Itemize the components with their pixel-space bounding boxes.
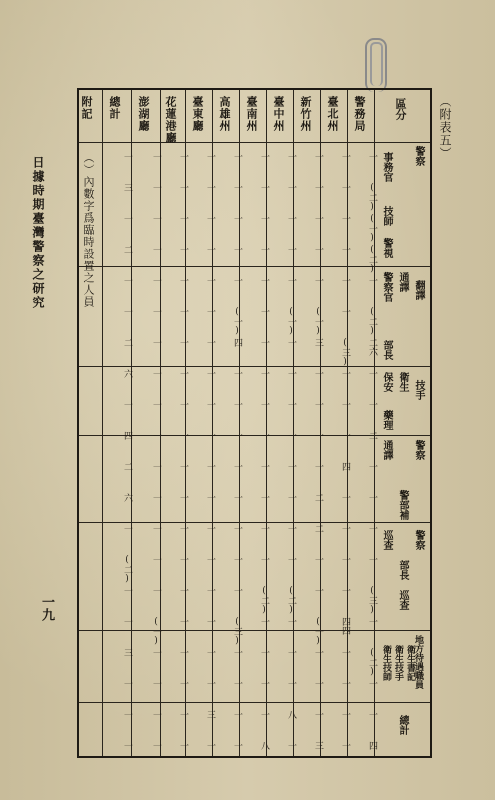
table-cell: 二 [367,431,377,440]
table-cell: (二) [259,586,269,615]
table-cell: 一 [286,276,296,285]
table-cell: 一 [178,741,188,750]
table-footnote: （）內數字爲臨時設置之人員 [82,152,95,308]
table-cell: 一 [122,617,132,626]
table-cell: 一 [367,400,377,409]
table-cell: 一 [286,493,296,502]
table-cell: 一 [122,586,132,595]
table-cell: 一 [259,555,269,564]
table-cell: (一) [232,307,242,336]
table-cell: 四 [367,741,377,750]
table-cell: (三) [340,338,350,367]
sub-label: 巡查 [381,530,392,550]
table-cell: 二 [122,245,132,254]
group-separator [79,522,430,523]
sub-label: 事務官 [381,152,392,182]
table-cell: 一 [259,245,269,254]
table-cell: 一 [151,152,161,161]
table-cell: 一 [205,431,215,440]
statistics-table [77,88,432,758]
table-cell: 一 [232,462,242,471]
table-cell: 一 [286,741,296,750]
table-cell: 一 [122,307,132,316]
sub-label: 藥理 [381,410,392,430]
table-cell: 一 [367,152,377,161]
table-cell: 一 [205,338,215,347]
table-cell: 二 [122,462,132,471]
table-cell: (一) [286,307,296,336]
group-label-3: 技手 [413,380,424,400]
table-cell: 一 [151,214,161,223]
table-cell: 一 [178,617,188,626]
table-cell: 一 [205,214,215,223]
table-cell: 一 [259,524,269,533]
table-caption: （附表五） [438,95,452,160]
table-cell: 一 [178,214,188,223]
table-cell: 四四 [340,617,350,635]
col-divider [102,90,103,756]
table-cell: 一 [340,679,350,688]
table-cell: 一 [259,431,269,440]
table-cell: 一 [367,555,377,564]
table-cell: 一 [151,338,161,347]
group-label-4: 警察 [413,440,424,460]
table-cell: 六 [122,493,132,502]
table-cell: 一 [178,245,188,254]
table-cell: 一 [313,431,323,440]
table-cell: 一 [340,369,350,378]
table-cell: 一 [122,276,132,285]
table-cell: (一) [151,617,161,646]
table-cell: 一 [178,679,188,688]
sub-label: 巡查 [397,590,408,610]
row-label-taitung: 臺東廳 [191,96,204,132]
table-cell: (一) [367,214,377,243]
table-cell: 一 [340,214,350,223]
row-label-taipei: 臺北州 [326,96,339,132]
table-cell: 一 [178,338,188,347]
table-cell: 一 [340,276,350,285]
table-cell: 四 [232,338,242,347]
row-label-note: 附記 [80,96,93,120]
table-cell: 一 [232,586,242,595]
table-cell: 一 [151,400,161,409]
table-cell: 一 [313,214,323,223]
table-cell: 四 [340,462,350,471]
table-cell: 二 [313,524,323,533]
table-cell: 一 [259,710,269,719]
table-cell: 一 [340,586,350,595]
table-cell: 一 [367,679,377,688]
table-cell: (一) [313,617,323,646]
table-cell: 三 [313,741,323,750]
table-cell: 一 [151,648,161,657]
sub-label: 衛生 [397,372,408,392]
table-cell: 一 [259,307,269,316]
table-cell: 一 [205,183,215,192]
table-cell: 一 [259,214,269,223]
table-cell: 一 [313,152,323,161]
table-cell: 一 [286,462,296,471]
table-cell: (一) [313,307,323,336]
table-cell: 一 [259,152,269,161]
row-label-penghu: 澎湖廳 [137,96,150,132]
group-label-6: 地方待遇職員 [413,635,423,689]
group-separator [79,266,430,267]
table-cell: 一 [205,400,215,409]
table-cell: 一 [205,152,215,161]
table-cell: 一 [178,307,188,316]
table-cell: 一 [205,586,215,595]
table-cell: 一 [178,276,188,285]
sub-label: 通譯 [397,272,408,292]
table-cell: 一 [313,462,323,471]
sub-label: 警察官 [381,272,392,302]
table-cell: 一 [232,400,242,409]
table-cell: 一 [286,679,296,688]
table-cell: 一 [151,710,161,719]
table-cell: (二) [367,183,377,212]
table-cell: 一 [286,555,296,564]
sub-label: 衛生技師 [381,645,391,681]
table-cell: 二 [122,338,132,347]
table-cell: 一 [286,338,296,347]
row-label-tainan: 臺南州 [245,96,258,132]
table-cell: 一 [151,679,161,688]
table-cell: 一 [178,555,188,564]
table-cell: 一 [286,617,296,626]
row-label-kaohsiung: 高雄州 [218,96,231,132]
table-cell: 一 [367,462,377,471]
table-cell: 一 [232,679,242,688]
table-cell: 一 [340,307,350,316]
group-label-5: 警察 [413,530,424,550]
table-cell: 一 [259,400,269,409]
table-cell: 一 [286,152,296,161]
table-cell: 一 [205,741,215,750]
table-cell: 一 [340,648,350,657]
sub-label: 警部補 [397,490,408,520]
sub-label: 警視 [381,238,392,258]
table-cell: 一 [151,245,161,254]
table-cell: 一 [232,183,242,192]
paper-clip-inner [370,42,383,86]
table-cell: 八 [286,710,296,719]
table-cell: 一 [313,648,323,657]
table-cell: 一 [340,183,350,192]
table-cell: 六 [122,369,132,378]
table-cell: 一 [232,710,242,719]
table-cell: 一 [259,648,269,657]
row-label-taichung: 臺中州 [272,96,285,132]
table-cell: 一 [259,183,269,192]
table-cell: 四 [122,431,132,440]
table-cell: 一 [151,369,161,378]
table-cell: 一 [151,462,161,471]
table-cell: 一 [313,245,323,254]
sub-label: 衛生技手 [393,645,403,681]
table-cell: 一 [340,493,350,502]
table-cell: 一 [286,648,296,657]
table-cell: 一 [259,276,269,285]
table-cell: 一 [340,431,350,440]
sub-label: 通譯 [381,440,392,460]
table-cell: 一 [151,493,161,502]
table-cell: 一 [151,741,161,750]
table-cell: (二) [367,648,377,677]
table-cell: 一 [232,431,242,440]
table-cell: (三) [232,617,242,646]
page-number: 一九 [39,595,54,621]
table-cell: 一 [286,214,296,223]
table-cell: 一 [151,586,161,595]
table-cell: 一 [286,524,296,533]
group-label-2: 翻譯 [413,280,424,300]
table-cell: 一 [313,710,323,719]
table-cell: 一 [259,338,269,347]
table-cell: 一 [178,369,188,378]
table-cell: 一 [178,524,188,533]
table-cell: 一 [122,152,132,161]
table-cell: 一 [122,710,132,719]
table-cell: 一 [151,555,161,564]
group-separator [79,630,430,631]
table-cell: 一 [313,369,323,378]
table-cell: 一 [232,276,242,285]
table-cell: 一 [340,741,350,750]
table-cell: 一 [205,617,215,626]
table-cell: 一 [259,617,269,626]
corner-label: 區分 [394,98,407,120]
table-cell: (二) [367,307,377,336]
table-cell: 一 [151,276,161,285]
table-cell: 一 [367,493,377,502]
table-cell: 一 [232,214,242,223]
table-cell: 一 [367,617,377,626]
table-cell: 一 [313,555,323,564]
table-cell: 八 [259,741,269,750]
table-cell: 一 [340,400,350,409]
table-cell: 一 [205,493,215,502]
table-cell: 一 [232,741,242,750]
sub-label: 部長 [381,340,392,360]
table-cell: 一 [151,524,161,533]
table-cell: 一 [232,648,242,657]
table-cell: 二六 [367,338,377,356]
table-cell: 三 [205,710,215,719]
table-cell: 一 [205,555,215,564]
table-cell: 一 [286,369,296,378]
table-cell: 一 [340,710,350,719]
table-cell: 一 [232,493,242,502]
table-cell: 一 [367,524,377,533]
table-cell: 一 [205,648,215,657]
table-cell: 一 [151,431,161,440]
table-cell: 一 [151,307,161,316]
table-cell: 一 [367,276,377,285]
table-cell: 一 [340,555,350,564]
table-cell: (二) [286,586,296,615]
sub-label: 部長 [397,560,408,580]
table-cell: 三 [122,183,132,192]
table-cell: 一 [313,679,323,688]
table-cell: (三) [367,586,377,615]
table-cell: 一 [178,431,188,440]
sub-label: 保安 [381,372,392,392]
table-cell: 一 [178,400,188,409]
table-cell: 一 [286,183,296,192]
row-label-police-bureau: 警務局 [353,96,366,132]
table-cell: 一 [205,524,215,533]
table-cell: 一 [205,462,215,471]
total-column-label: 總計 [397,715,408,735]
table-cell: 一 [205,369,215,378]
table-cell: 二 [313,493,323,502]
table-cell: 一 [122,214,132,223]
table-cell: 一 [178,648,188,657]
table-cell: 一 [232,524,242,533]
table-cell: 一 [205,307,215,316]
table-cell: 一 [232,555,242,564]
table-cell: 一 [151,183,161,192]
table-cell: 一 [122,679,132,688]
table-cell: 一 [340,524,350,533]
table-cell: 一 [232,245,242,254]
sub-label: 衛生書記 [405,645,415,681]
running-title: 日據時期臺灣警察之研究 [31,156,45,310]
table-cell: 一 [205,245,215,254]
table-cell: 一 [178,183,188,192]
row-label-total: 總計 [108,96,121,120]
table-cell: 一 [259,493,269,502]
table-cell: 一 [367,369,377,378]
table-cell: 一 [286,245,296,254]
table-cell: 一 [178,462,188,471]
table-cell: (二) [367,245,377,274]
table-cell: 一 [232,369,242,378]
table-cell: 一 [286,431,296,440]
group-label-1: 警察 [413,146,424,166]
row-label-hualien: 花蓮港廳 [164,96,177,144]
table-cell: 一 [313,586,323,595]
group-separator [79,366,430,367]
table-cell: 一 [178,710,188,719]
group-separator [79,702,430,703]
table-cell: 一 [259,369,269,378]
sub-label: 技師 [381,206,392,226]
table-cell: 一 [313,276,323,285]
table-cell: 一 [367,710,377,719]
table-cell: 一 [259,679,269,688]
row-label-hsinchu: 新竹州 [299,96,312,132]
table-cell: 一 [122,400,132,409]
table-cell: 一 [313,183,323,192]
table-cell: 一 [286,400,296,409]
table-cell: 一 [340,245,350,254]
table-cell: 一 [205,679,215,688]
table-cell: 一 [259,462,269,471]
table-cell: 一 [232,152,242,161]
table-cell: 一 [178,493,188,502]
table-cell: 一 [340,152,350,161]
table-cell: 一 [205,276,215,285]
table-cell: 一 [178,586,188,595]
table-cell: 三 [122,648,132,657]
table-cell: 三 [313,338,323,347]
table-cell: (二) [122,555,132,584]
table-cell: 一 [178,152,188,161]
table-cell: 一 [122,524,132,533]
table-cell: 一 [122,741,132,750]
table-cell: 一 [313,400,323,409]
